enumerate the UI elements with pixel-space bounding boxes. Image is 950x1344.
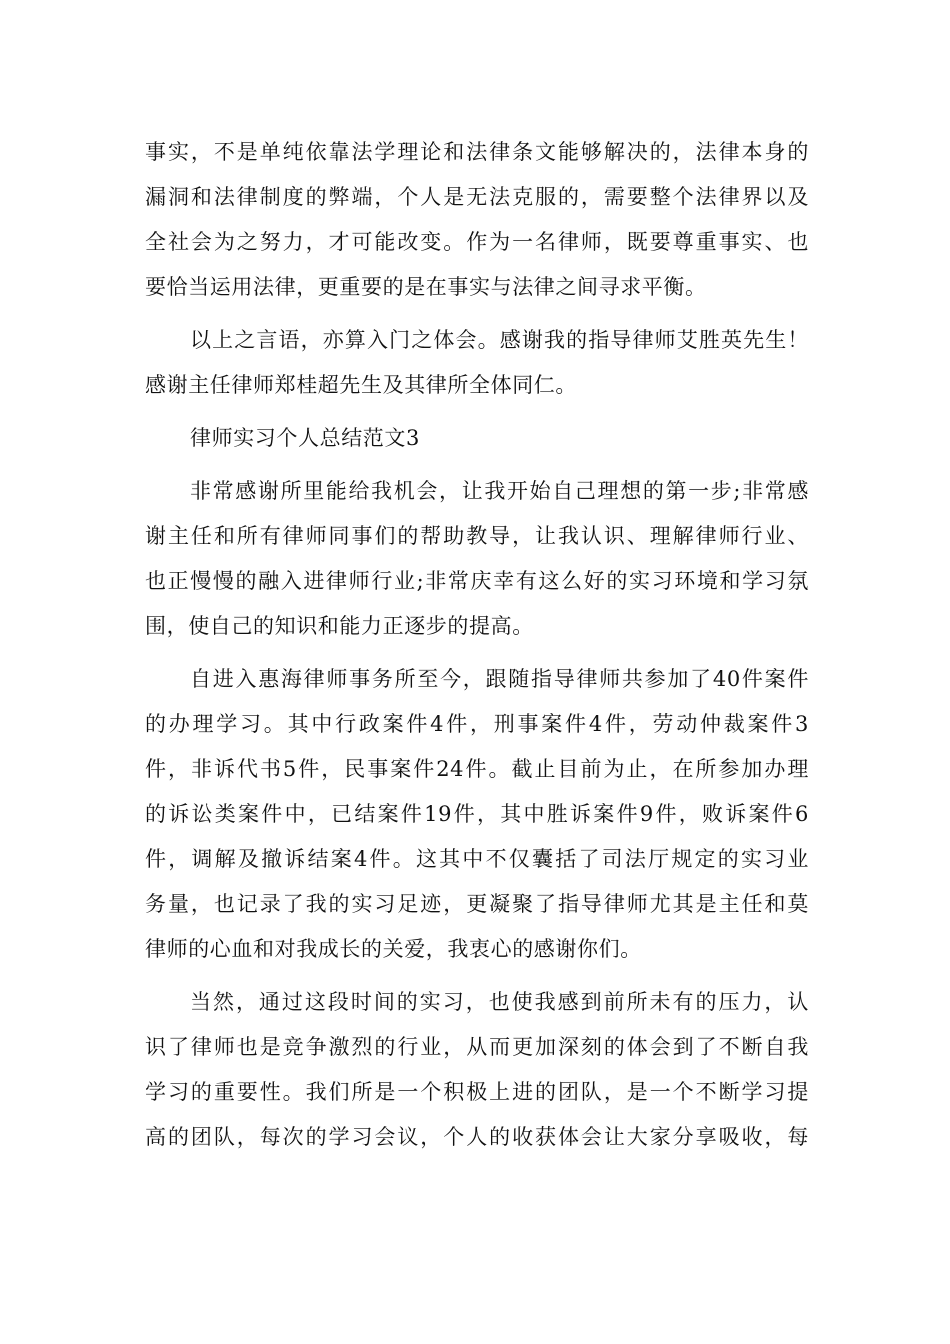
- text-line: 谢主任和所有律师同事们的帮助教导，让我认识、理解律师行业、: [145, 524, 809, 548]
- paragraph: [145, 130, 809, 310]
- text-line: 的诉讼类案件中，已结案件19件，其中胜诉案件9件，败诉案件6: [145, 802, 809, 826]
- document-body: [145, 130, 809, 1160]
- text-line: 高的团队，每次的学习会议，个人的收获体会让大家分享吸收，每: [145, 1125, 809, 1149]
- paragraph: [145, 657, 809, 972]
- text-line: 件，调解及撤诉结案4件。这其中不仅囊括了司法厅规定的实习业: [145, 847, 809, 871]
- text-line: 漏洞和法律制度的弊端，个人是无法克服的，需要整个法律界以及: [145, 185, 809, 209]
- text-line: 识了律师也是竞争激烈的行业，从而更加深刻的体会到了不断自我: [145, 1035, 809, 1059]
- text-line: 自进入惠海律师事务所至今，跟随指导律师共参加了40件案件: [190, 667, 809, 691]
- heading-text: 律师实习个人总结范文3: [190, 426, 420, 450]
- paragraph: [145, 469, 809, 649]
- text-line: 件，非诉代书5件，民事案件24件。截止目前为止，在所参加办理: [145, 757, 809, 781]
- paragraph: [145, 318, 809, 408]
- text-line: 事实，不是单纯依靠法学理论和法律条文能够解决的，法律本身的: [145, 140, 809, 164]
- text-line: 当然，通过这段时间的实习，也使我感到前所未有的压力，认: [190, 990, 809, 1014]
- text-line: 务量，也记录了我的实习足迹，更凝聚了指导律师尤其是主任和莫: [145, 892, 809, 916]
- text-line: 以上之言语，亦算入门之体会。感谢我的指导律师艾胜英先生！: [190, 328, 809, 352]
- text-line: 要恰当运用法律，更重要的是在事实与法律之间寻求平衡。: [145, 275, 707, 299]
- text-line: 律师的心血和对我成长的关爱，我衷心的感谢你们。: [145, 937, 642, 961]
- text-line: 也正慢慢的融入进律师行业;非常庆幸有这么好的实习环境和学习氛: [145, 569, 809, 593]
- section-heading: [145, 416, 809, 461]
- text-line: 全社会为之努力，才可能改变。作为一名律师，既要尊重事实、也: [145, 230, 809, 254]
- text-line: 非常感谢所里能给我机会，让我开始自己理想的第一步;非常感: [190, 479, 809, 503]
- text-line: 学习的重要性。我们所是一个积极上进的团队，是一个不断学习提: [145, 1080, 809, 1104]
- text-line: 的办理学习。其中行政案件4件，刑事案件4件，劳动仲裁案件3: [145, 712, 809, 736]
- text-line: 感谢主任律师郑桂超先生及其律所全体同仁。: [145, 373, 577, 397]
- text-line: 围，使自己的知识和能力正逐步的提高。: [145, 614, 534, 638]
- paragraph: [145, 980, 809, 1160]
